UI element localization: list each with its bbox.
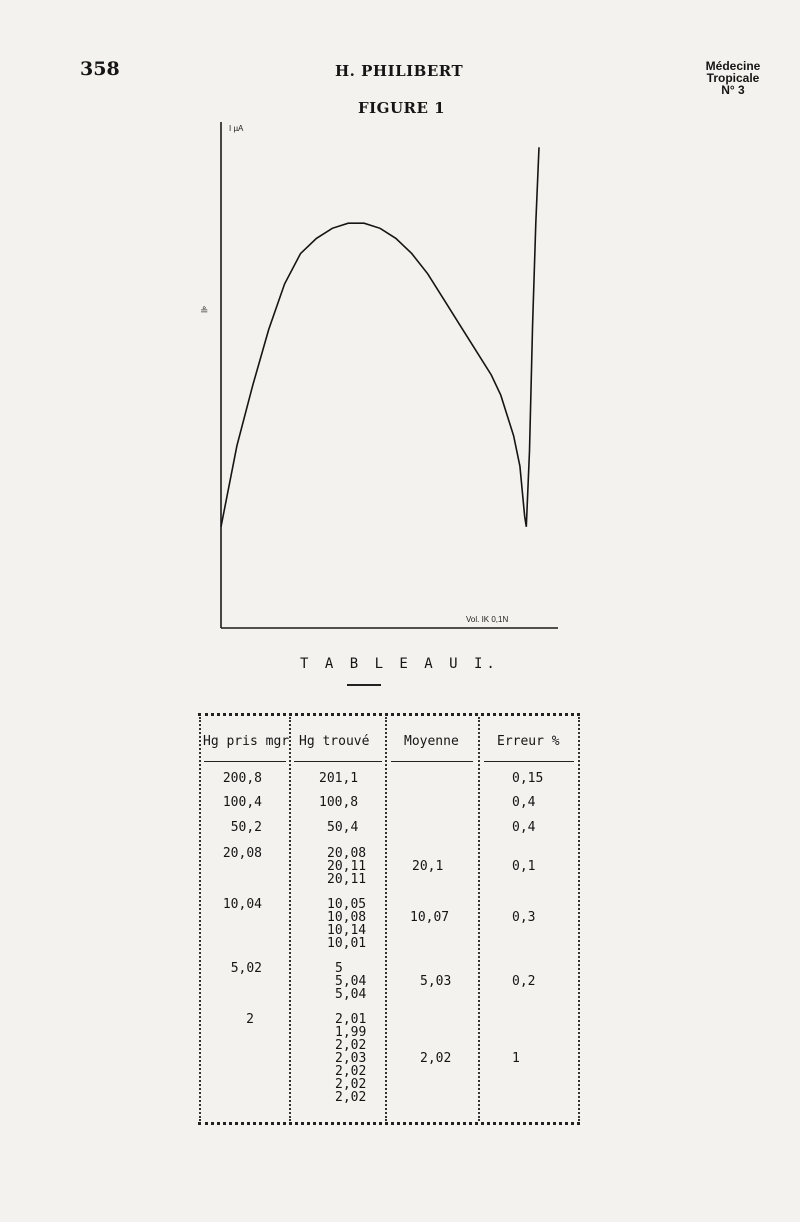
cell-erreur: 0,3 [512, 910, 536, 925]
cell-hg-trouve [327, 847, 366, 886]
cell-hg-trouve: 201,1 [319, 771, 359, 786]
trouve-value: 1,99 [335, 1025, 367, 1040]
cell-hg-trouve [335, 962, 366, 1001]
trouve-value: 10,01 [327, 936, 367, 951]
cell-moyenne: 5,03 [420, 974, 452, 989]
column-header: Hg trouvé [299, 734, 370, 749]
trouve-value: 20,08 [327, 846, 367, 861]
curve-line [221, 147, 539, 527]
cell-hg-pris: 10,04 [222, 897, 262, 912]
cell-hg-pris: 200,8 [222, 771, 262, 786]
header-rule [294, 761, 382, 762]
trouve-value: 2,02 [335, 1064, 367, 1079]
journal-line: Médecine [705, 59, 761, 73]
trouve-value: 10,05 [327, 897, 367, 912]
cell-hg-pris: 100,4 [222, 795, 262, 810]
cell-hg-trouve [327, 898, 366, 950]
cell-hg-pris: 5,02 [230, 961, 262, 976]
trouve-value: 5,04 [335, 987, 367, 1002]
table-title: T A B L E A U I. [300, 656, 499, 672]
cell-hg-pris: 50,2 [230, 820, 262, 835]
cell-moyenne: 20,1 [412, 859, 444, 874]
cell-erreur: 0,4 [512, 795, 536, 810]
cell-erreur: 0,15 [512, 771, 544, 786]
cell-erreur: 0,4 [512, 820, 536, 835]
trouve-value: 2,01 [335, 1012, 367, 1027]
journal-line: N° 3 [721, 83, 745, 97]
column-header: Moyenne [404, 734, 459, 749]
cell-hg-trouve [335, 1013, 366, 1104]
trouve-value: 2,02 [335, 1038, 367, 1053]
cell-hg-trouve: 50,4 [327, 820, 359, 835]
column-header: Hg pris mgr [203, 734, 290, 749]
trouve-value: 5 [335, 961, 343, 976]
header-rule [204, 761, 286, 762]
table-top-rule [198, 713, 580, 716]
page-number: 358 [80, 58, 120, 80]
trouve-value: 2,02 [335, 1077, 367, 1092]
stray-mark: ≗ [200, 306, 209, 317]
running-head: H. PHILIBERT [335, 62, 464, 80]
trouve-value: 10,14 [327, 923, 367, 938]
column-divider [385, 717, 387, 1121]
table-right-border [578, 717, 580, 1121]
header-rule [484, 761, 574, 762]
cell-hg-pris: 20,08 [222, 846, 262, 861]
trouve-value: 20,11 [327, 859, 367, 874]
trouve-value: 2,02 [335, 1090, 367, 1105]
y-axis-label: I µA [229, 124, 244, 133]
column-divider [289, 717, 291, 1121]
trouve-value: 10,08 [327, 910, 367, 925]
trouve-value: 5,04 [335, 974, 367, 989]
cell-hg-pris: 2 [246, 1012, 254, 1027]
title-rule [347, 684, 381, 686]
header-rule [391, 761, 473, 762]
column-divider [478, 717, 480, 1121]
x-axis-label: Vol. IK 0,1N [466, 615, 509, 624]
cell-hg-trouve: 100,8 [319, 795, 359, 810]
trouve-value: 2,03 [335, 1051, 367, 1066]
cell-erreur: 1 [512, 1051, 520, 1066]
column-header: Erreur % [497, 734, 560, 749]
cell-erreur: 0,2 [512, 974, 536, 989]
table-bottom-rule [198, 1122, 580, 1125]
cell-erreur: 0,1 [512, 859, 536, 874]
cell-moyenne: 10,07 [410, 910, 450, 925]
trouve-value: 20,11 [327, 872, 367, 887]
journal-line: Tropicale [706, 71, 760, 85]
cell-moyenne: 2,02 [420, 1051, 452, 1066]
figure-title: FIGURE 1 [358, 99, 446, 117]
